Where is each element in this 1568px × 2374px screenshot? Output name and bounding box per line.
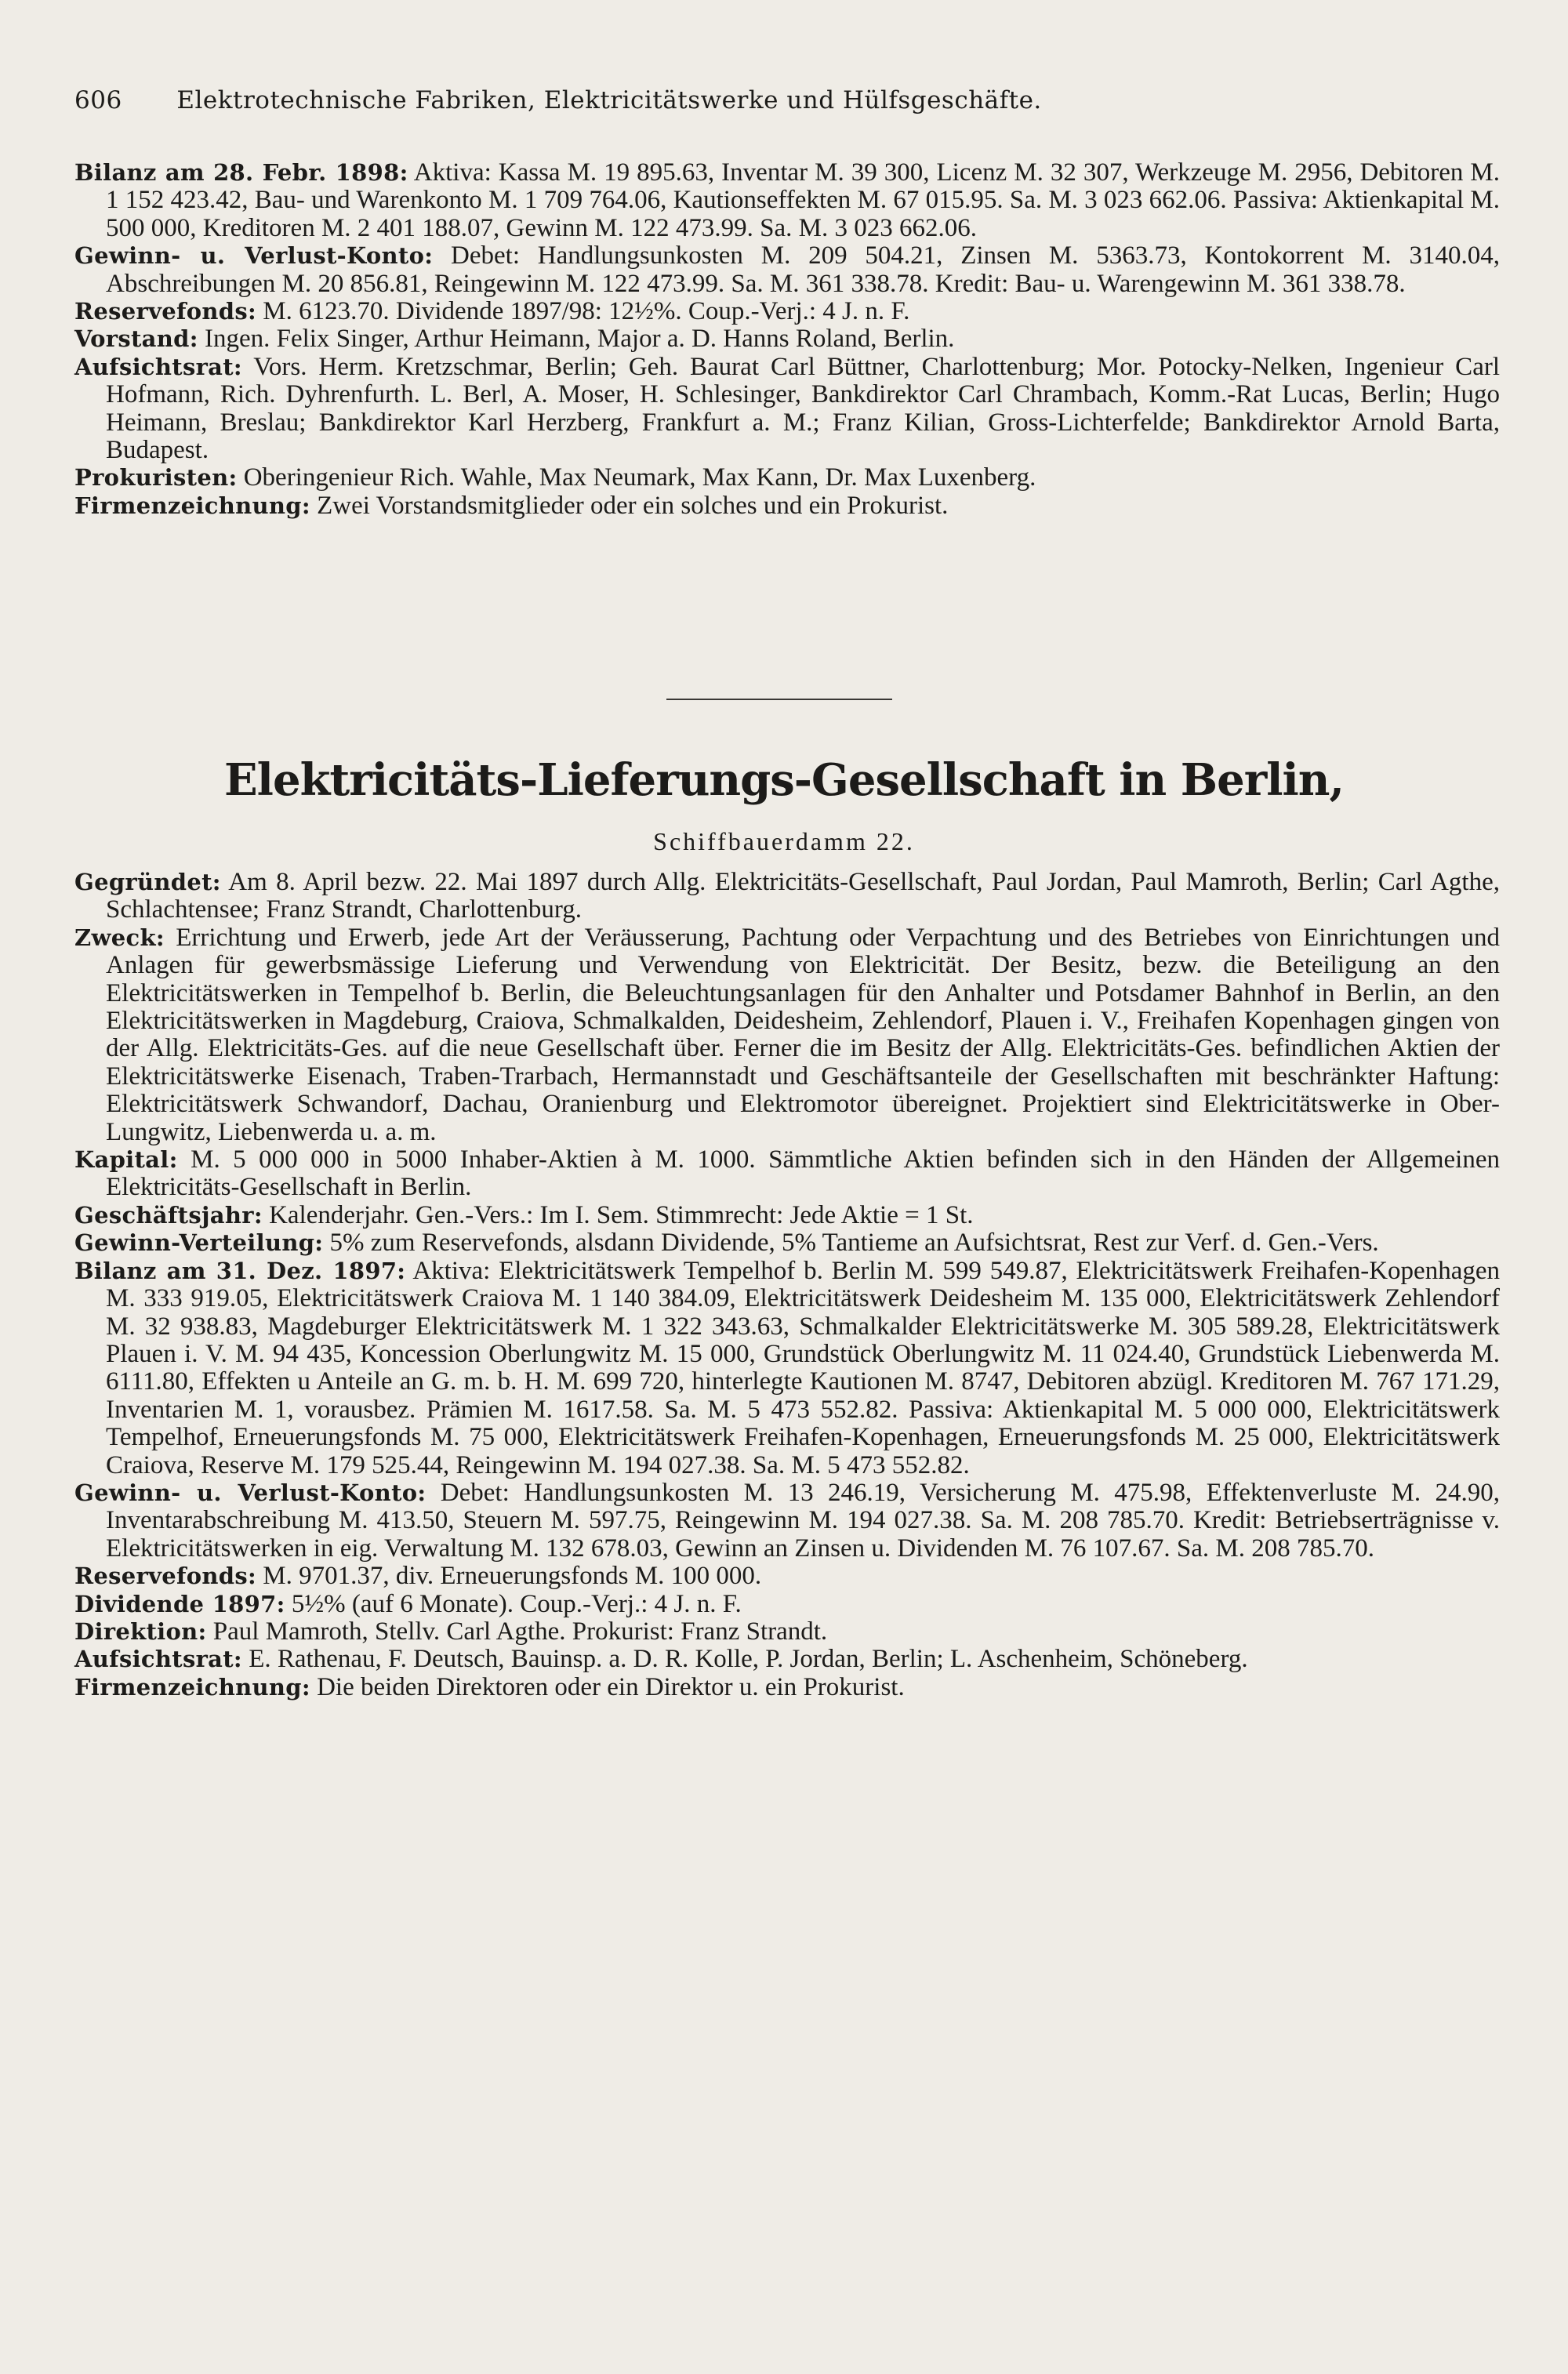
company-address: Schiffbauerdamm 22. <box>653 827 915 855</box>
fiscal-year-entry: Geschäftsjahr: Kalenderjahr. Gen.-Vers.: Im I. Sem. Stimmrecht: Jede Aktie = 1 St. <box>74 1200 974 1229</box>
signature-rule-entry: Firmenzeichnung: Die beiden Direktoren oder ein Direktor u. ein Prokurist. <box>74 1672 905 1701</box>
profit-distribution-entry: Gewinn-Verteilung: 5% zum Reservefonds, alsdann Dividende, 5% Tantieme an Aufsichtsrat, Rest zur Verf. d. Gen.-Vers. <box>74 1229 1379 1258</box>
running-title: Elektrotechnische Fabriken, Elektricitätswerke und Hülfsgeschäfte. <box>176 86 1042 114</box>
reserve-fund-entry: Reservefonds: M. 9701.37, div. Erneuerungsfonds M. 100 000. <box>74 1562 762 1591</box>
dividend-entry: Dividende 1897: 5½% (auf 6 Monate). Coup.-Verj.: 4 J. n. F. <box>74 1589 742 1618</box>
balance-entry: Bilanz am 28. Febr. 1898: Aktiva: Kassa M. 19 895.63, Inventar M. 39 300, Licenz M. 32 307, Werkzeuge M. 2956, Debitoren M. 1 152 423.42, Bau- und Warenkonto M. 1 709 764.06, Kautionseffekten M. 67 015.95. Sa. M. 3 023 662.06. Passiva: Aktienkapital M. 500 000, Kreditoren M. 2 401 188.07, Gewinn M. 122 473.99. Sa. M. 3 023 662.06. <box>74 158 1500 242</box>
procurators-entry: Prokuristen: Oberingenieur Rich. Wahle, Max Neumark, Max Kann, Dr. Max Luxenberg. <box>74 463 1036 492</box>
board-entry: Vorstand: Ingen. Felix Singer, Arthur Heimann, Major a. D. Hanns Roland, Berlin. <box>74 325 955 354</box>
supervisory-board-entry: Aufsichtsrat: E. Rathenau, F. Deutsch, Bauinsp. a. D. R. Kolle, P. Jordan, Berlin; L. Aschenheim, Schöneberg. <box>74 1645 1248 1674</box>
reserve-fund-entry: Reservefonds: M. 6123.70. Dividende 1897/98: 12½%. Coup.-Verj.: 4 J. n. F. <box>74 297 910 326</box>
supervisory-board-entry: Aufsichtsrat: Vors. Herm. Kretzschmar, Berlin; Geh. Baurat Carl Büttner, Charlottenburg; Mor. Potocky-Nelken, Ingenieur Carl Hofmann, Rich. Dyhrenfurth. L. Berl, A. Moser, H. Schlesinger, Bankdirektor Carl Chrambach, Komm.-Rat Lucas, Berlin; Hugo Heimann, Breslau; Bankdirektor Karl Herzberg, Frankfurt a. M.; Franz Kilian, Gross-Lichterfelde; Bankdirektor Arnold Barta, Budapest. <box>74 352 1500 465</box>
signature-rule-entry: Firmenzeichnung: Zwei Vorstandsmitglieder oder ein solches und ein Prokurist. <box>74 491 949 520</box>
page-number: 606 <box>74 86 122 114</box>
company-title: Elektricitäts-Lieferungs-Gesellschaft in Berlin, <box>224 754 1344 806</box>
capital-entry: Kapital: M. 5 000 000 in 5000 Inhaber-Aktien à M. 1000. Sämmtliche Aktien befinden sich in den Händen der Allgemeinen Elektricitäts-Gesellschaft in Berlin. <box>74 1145 1500 1202</box>
profit-loss-entry: Gewinn- u. Verlust-Konto: Debet: Handlungsunkosten M. 209 504.21, Zinsen M. 5363.73, Kontokorrent M. 3140.04, Abschreibungen M. 20 856.81, Reingewinn M. 122 473.99. Sa. M. 361 338.78. Kredit: Bau- u. Warengewinn M. 361 338.78. <box>74 241 1500 298</box>
section-divider <box>666 699 892 700</box>
page-header <box>74 86 1501 114</box>
previous-company-section <box>74 159 1500 520</box>
purpose-entry: Zweck: Errichtung und Erwerb, jede Art der Veräusserung, Pachtung oder Verpachtung und des Betriebes von Einrichtungen und Anlagen für gewerbsmässige Lieferung und Verwendung von Elektricität. Der Besitz, bezw. die Beteiligung an den Elektricitätswerken in Tempelhof b. Berlin, die Beleuchtungsanlagen für den Anhalter und Potsdamer Bahnhof in Berlin, an den Elektricitätswerken in Magdeburg, Craiova, Schmalkalden, Deidesheim, Zehlendorf, Plauen i. V., Freihafen Kopenhagen gingen von der Allg. Elektricitäts-Ges. auf die neue Gesellschaft über. Ferner die im Besitz der Allg. Elektricitäts-Ges. befindlichen Aktien der Elektricitätswerke Eisenach, Traben-Trarbach, Hermannstadt und Geschäftsanteile der Gesellschaften mit beschränkter Haftung: Elektricitätswerk Schwandorf, Dachau, Oranienburg und Elektromotor übereignet. Projektiert sind Elektricitätswerke in Ober-Lungwitz, Liebenwerda u. a. m. <box>74 923 1500 1146</box>
management-entry: Direktion: Paul Mamroth, Stellv. Carl Agthe. Prokurist: Franz Strandt. <box>74 1617 828 1646</box>
profit-loss-entry: Gewinn- u. Verlust-Konto: Debet: Handlungsunkosten M. 13 246.19, Versicherung M. 475.98, Effektenverluste M. 24.90, Inventarabschreibung M. 413.50, Steuern M. 597.75, Reingewinn M. 194 027.38. Sa. M. 208 785.70. Kredit: Betriebserträgnisse v. Elektricitätswerken in eig. Verwaltung M. 132 678.03, Gewinn an Zinsen u. Dividenden M. 76 107.67. Sa. M. 208 785.70. <box>74 1478 1500 1563</box>
company-section <box>74 869 1500 1701</box>
balance-entry: Bilanz am 31. Dez. 1897: Aktiva: Elektricitätswerk Tempelhof b. Berlin M. 599 549.87, Elektricitätswerk Freihafen-Kopenhagen M. 333 919.05, Elektricitätswerk Craiova M. 1 140 384.09, Elektricitätswerk Deidesheim M. 135 000, Elektricitätswerk Zehlendorf M. 32 938.83, Magdeburger Elektricitätswerk M. 1 322 343.63, Schmalkalder Elektricitätswerke M. 305 589.28, Elektricitätswerk Plauen i. V. M. 94 435, Koncession Oberlungwitz M. 15 000, Grundstück Oberlungwitz M. 11 024.40, Grundstück Liebenwerda M. 6111.80, Effekten u Anteile an G. m. b. H. M. 699 720, hinterlegte Kautionen M. 8747, Debitoren abzügl. Kreditoren M. 767 171.29, Inventarien M. 1, vorausbez. Prämien M. 1617.58. Sa. M. 5 473 552.82. Passiva: Aktienkapital M. 5 000 000, Elektricitätswerk Tempelhof, Erneuerungsfonds M. 75 000, Elektricitätswerk Freihafen-Kopenhagen, Erneuerungsfonds M. 25 000, Elektricitätswerk Craiova, Reserve M. 179 525.44, Reingewinn M. 194 027.38. Sa. M. 5 473 552.82. <box>74 1256 1501 1479</box>
founded-entry: Gegründet: Am 8. April bezw. 22. Mai 1897 durch Allg. Elektricitäts-Gesellschaft, Paul Jordan, Paul Mamroth, Berlin; Carl Agthe, Schlachtensee; Franz Strandt, Charlottenburg. <box>74 868 1500 924</box>
